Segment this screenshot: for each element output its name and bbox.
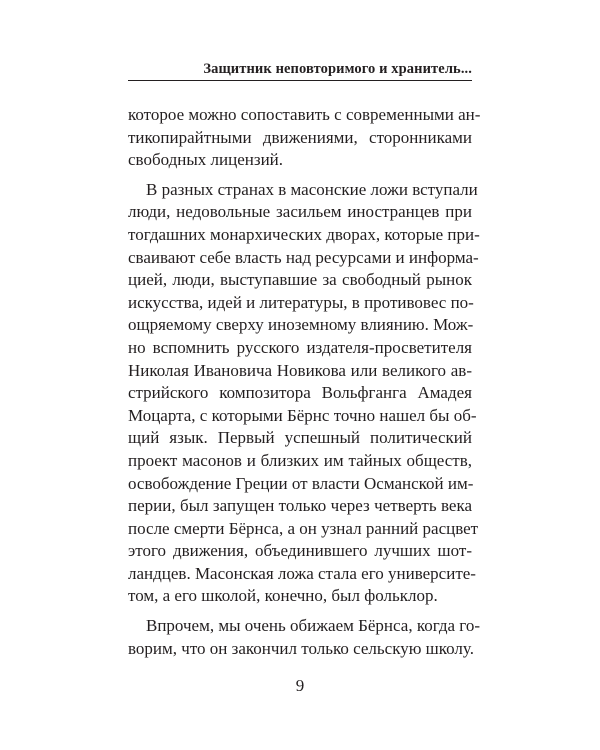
body-text bbox=[128, 104, 481, 660]
text-line: цией, люди, выступавшие за свободный рынок bbox=[128, 270, 472, 290]
text-line: стрийского композитора Вольфганга Амадея bbox=[128, 383, 472, 403]
text-line: Впрочем, мы очень обижаем Бёрнса, когда го- bbox=[146, 616, 481, 636]
text-line: ландцев. Масонская ложа стала его университе- bbox=[128, 563, 476, 583]
text-line: том, а его школой, конечно, был фольклор. bbox=[128, 586, 438, 606]
text-line: В разных странах в масонские ложи вступали bbox=[146, 179, 478, 199]
text-line: ворим, что он закончил только сельскую школу. bbox=[128, 638, 474, 658]
text-line: которое можно сопоставить с современными ан- bbox=[128, 105, 481, 124]
text-line: перии, был запущен только через четверть века bbox=[128, 496, 472, 516]
running-header: Защитник неповторимого и хранитель... bbox=[203, 61, 472, 77]
text-line: люди, недовольные засильем иностранцев при bbox=[128, 202, 472, 222]
header-rule bbox=[128, 80, 472, 81]
text-line: освобождение Греции от власти Османской им- bbox=[128, 473, 474, 493]
paragraph-2 bbox=[128, 179, 480, 608]
text-line: Моцарта, с которыми Бёрнс точно нашел бы об- bbox=[128, 405, 477, 425]
text-line: свободных лицензий. bbox=[128, 150, 284, 170]
text-line: щий язык. Первый успешный политический bbox=[128, 428, 472, 448]
paragraph-3 bbox=[128, 615, 481, 660]
text-line: сваивают себе власть над ресурсами и информа- bbox=[128, 247, 479, 267]
text-line: искусства, идей и литературы, в противовес по- bbox=[128, 292, 474, 312]
text-line: этого движения, объединившего лучших шот- bbox=[128, 541, 472, 561]
paragraph-1 bbox=[128, 104, 481, 172]
text-line: тогдашних монархических дворах, которые при- bbox=[128, 224, 480, 244]
text-line: Николая Ивановича Новикова или великого ав- bbox=[128, 360, 472, 380]
text-line: проект масонов и близких им тайных обществ, bbox=[128, 450, 472, 470]
text-line: тикопирайтными движениями, сторонниками bbox=[128, 127, 472, 147]
text-line: ощряемому сверху иноземному влиянию. Мож- bbox=[128, 315, 474, 335]
text-line: но вспомнить русского издателя-просветителя bbox=[128, 337, 472, 357]
page-number: 9 bbox=[295, 676, 305, 695]
text-line: после смерти Бёрнса, а он узнал ранний расцвет bbox=[128, 518, 479, 538]
